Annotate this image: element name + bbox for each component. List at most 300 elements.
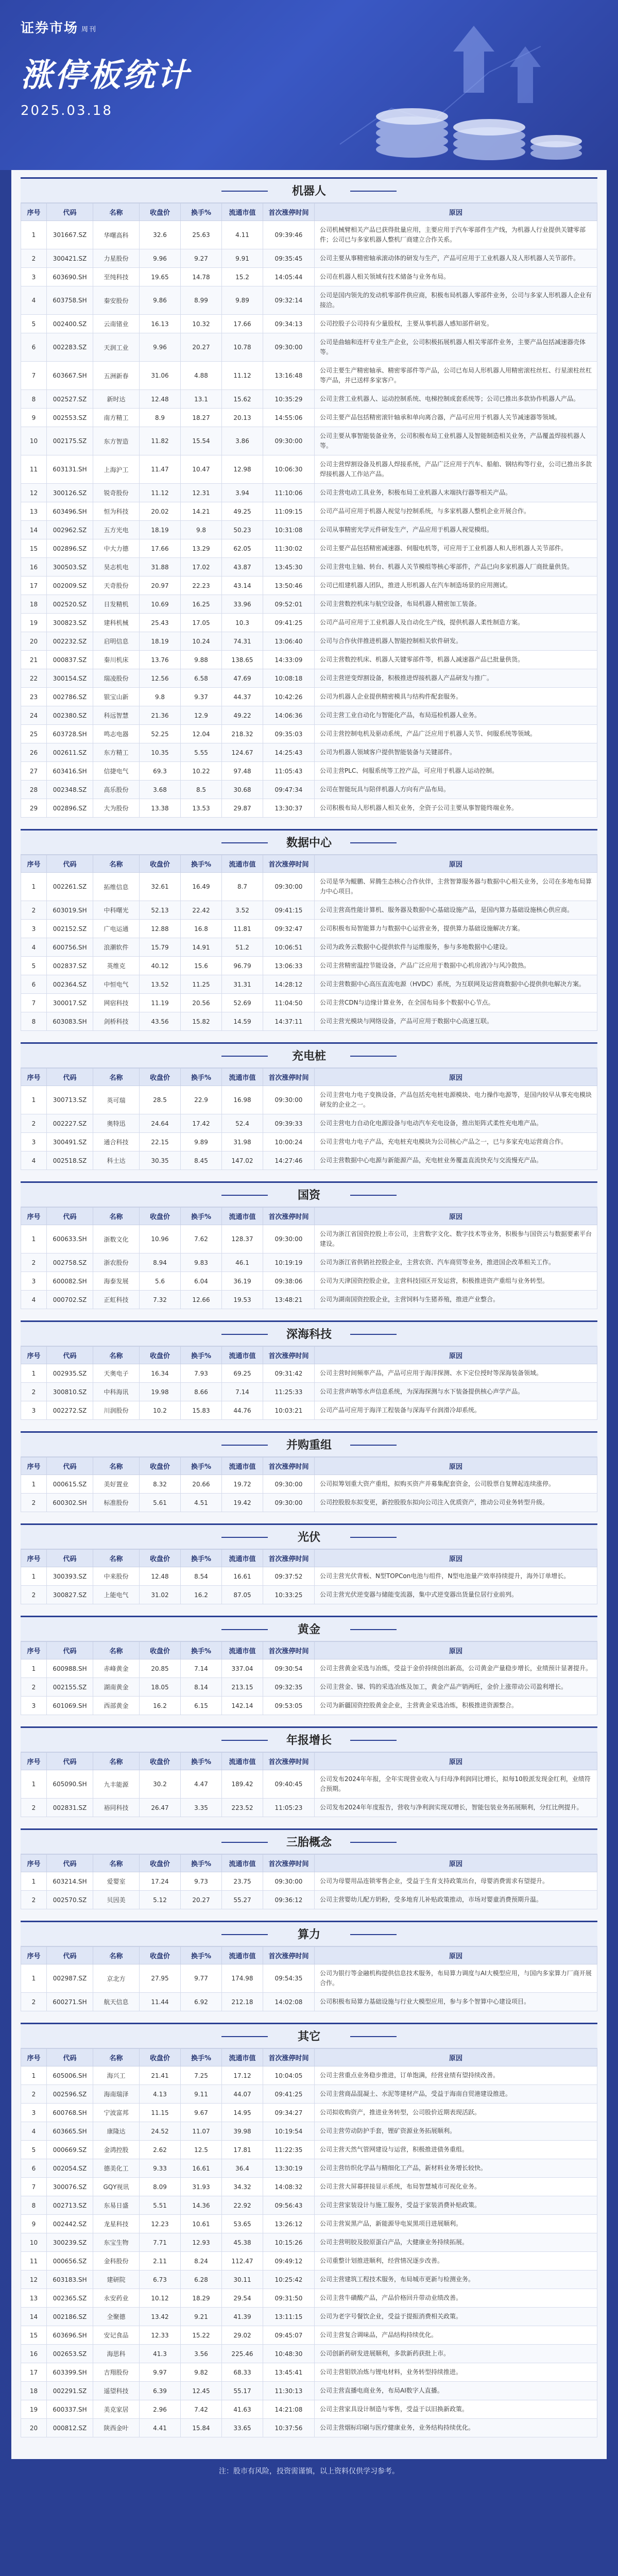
stock-code: 002186.SZ xyxy=(47,2308,93,2326)
first-limit-time: 09:34:13 xyxy=(263,315,315,333)
stock-name: 新时达 xyxy=(93,390,140,409)
stock-name: 宁波富邦 xyxy=(93,2104,140,2122)
brand-name: 证券市场 xyxy=(21,21,79,36)
first-limit-time: 09:32:14 xyxy=(263,286,315,315)
column-header: 名称 xyxy=(93,2049,140,2066)
close-price: 16.13 xyxy=(140,315,181,333)
table-row xyxy=(21,2233,597,2252)
limit-reason: 公司主营时间频率产品，产品可应用于海洋探测、水下定位授时等深海装备领域。 xyxy=(315,1364,597,1383)
close-price: 19.98 xyxy=(140,1383,181,1401)
limit-reason: 公司主营直播电商业务，布局AI数字人直播。 xyxy=(315,2382,597,2400)
float-market-cap: 44.07 xyxy=(222,2085,263,2104)
table-row xyxy=(21,2289,597,2308)
row-index: 15 xyxy=(21,539,47,558)
turnover-rate: 10.32 xyxy=(181,315,222,333)
row-index: 6 xyxy=(21,2159,47,2178)
first-limit-time: 14:08:32 xyxy=(263,2178,315,2196)
limit-reason: 公司为银行等金融机构提供信息技术服务，布局算力调度与AI大模型应用，与国内多家算力厂商开展合作。 xyxy=(315,1964,597,1993)
turnover-rate: 16.49 xyxy=(181,873,222,901)
row-index: 1 xyxy=(21,1225,47,1253)
section-title: 充电桩 xyxy=(21,1042,597,1068)
column-header: 代码 xyxy=(47,1947,93,1964)
table-row xyxy=(21,1872,597,1891)
stock-name: 五方光电 xyxy=(93,521,140,539)
float-market-cap: 30.11 xyxy=(222,2270,263,2289)
turnover-rate: 9.77 xyxy=(181,1964,222,1993)
first-limit-time: 09:53:05 xyxy=(263,1697,315,1715)
table-row xyxy=(21,2159,597,2178)
first-limit-time: 10:35:29 xyxy=(263,390,315,409)
first-limit-time: 11:04:50 xyxy=(263,994,315,1012)
row-index: 4 xyxy=(21,286,47,315)
limit-reason: 公司主营工业机器人、运动控制系统、电梯控制成套系统等；公司已推出多款协作机器人产品。 xyxy=(315,390,597,409)
stock-code: 002365.SZ xyxy=(47,2289,93,2308)
stock-table xyxy=(21,1854,597,1909)
stock-code: 002291.SZ xyxy=(47,2382,93,2400)
row-index: 19 xyxy=(21,614,47,632)
row-index: 1 xyxy=(21,1872,47,1891)
row-index: 26 xyxy=(21,743,47,762)
first-limit-time: 13:50:46 xyxy=(263,577,315,595)
stock-name: 上海沪工 xyxy=(93,455,140,484)
stock-name: 赤峰黄金 xyxy=(93,1659,140,1678)
table-row xyxy=(21,901,597,920)
row-index: 1 xyxy=(21,1964,47,1993)
stock-code: 000669.SZ xyxy=(47,2141,93,2159)
close-price: 9.97 xyxy=(140,2363,181,2382)
limit-reason: 公司主要从事智能装备业务，公司积极布局工业机器人及智能制造相关业务，产品覆盖焊接机器人等。 xyxy=(315,427,597,455)
turnover-rate: 6.04 xyxy=(181,1272,222,1291)
first-limit-time: 10:33:25 xyxy=(263,1586,315,1604)
turnover-rate: 13.1 xyxy=(181,390,222,409)
table-row xyxy=(21,390,597,409)
float-market-cap: 138.65 xyxy=(222,651,263,669)
first-limit-time: 14:05:44 xyxy=(263,268,315,286)
stock-code: 603214.SH xyxy=(47,1872,93,1891)
float-market-cap: 17.81 xyxy=(222,2141,263,2159)
turnover-rate: 15.82 xyxy=(181,1012,222,1031)
close-price: 4.41 xyxy=(140,2419,181,2437)
stock-name: 瑞凌股份 xyxy=(93,669,140,688)
first-limit-time: 14:02:08 xyxy=(263,1993,315,2011)
close-price: 11.12 xyxy=(140,484,181,502)
column-header: 流通市值 xyxy=(222,1947,263,1964)
close-price: 11.44 xyxy=(140,1993,181,2011)
row-index: 27 xyxy=(21,762,47,781)
first-limit-time: 10:31:08 xyxy=(263,521,315,539)
stock-code: 002227.SZ xyxy=(47,1114,93,1133)
stock-name: 中科曙光 xyxy=(93,901,140,920)
row-index: 5 xyxy=(21,2141,47,2159)
stock-name: 剑桥科技 xyxy=(93,1012,140,1031)
limit-reason: 公司主营婴幼儿配方奶粉，受多地育儿补贴政策推动，市场对婴童消费预期升温。 xyxy=(315,1891,597,1909)
stock-code: 605090.SH xyxy=(47,1770,93,1799)
column-header: 流通市值 xyxy=(222,1458,263,1475)
limit-reason: 公司主要从事精密轴承滚动体的研发与生产，产品可应用于工业机器人及人形机器人关节部件。 xyxy=(315,249,597,268)
first-limit-time: 13:45:41 xyxy=(263,2363,315,2382)
close-price: 2.96 xyxy=(140,2400,181,2419)
column-header: 首次涨停时间 xyxy=(263,204,315,221)
section-title: 数据中心 xyxy=(21,829,597,855)
float-market-cap: 10.78 xyxy=(222,333,263,362)
float-market-cap: 44.37 xyxy=(222,688,263,706)
limit-reason: 公司在智能玩具与陪伴机器人方向有产品布局。 xyxy=(315,781,597,799)
turnover-rate: 3.35 xyxy=(181,1799,222,1817)
limit-reason: 公司主营电动工具业务，积极布局工业机器人末端执行器等相关产品。 xyxy=(315,484,597,502)
column-header: 换手% xyxy=(181,1458,222,1475)
row-index: 3 xyxy=(21,1401,47,1420)
stock-name: 湖南黄金 xyxy=(93,1678,140,1697)
first-limit-time: 09:31:42 xyxy=(263,1364,315,1383)
close-price: 19.65 xyxy=(140,268,181,286)
stock-name: 美好置业 xyxy=(93,1475,140,1494)
stock-name: 英可瑞 xyxy=(93,1086,140,1114)
first-limit-time: 14:33:09 xyxy=(263,651,315,669)
stock-name: 美克家居 xyxy=(93,2400,140,2419)
table-row xyxy=(21,2104,597,2122)
limit-reason: 公司主营家装设计与施工服务，受益于家装消费补贴政策。 xyxy=(315,2196,597,2215)
section-title: 光伏 xyxy=(21,1523,597,1549)
stock-code: 002348.SZ xyxy=(47,781,93,799)
first-limit-time: 09:30:00 xyxy=(263,1225,315,1253)
first-limit-time: 13:26:12 xyxy=(263,2215,315,2233)
close-price: 16.2 xyxy=(140,1697,181,1715)
close-price: 4.13 xyxy=(140,2085,181,2104)
float-market-cap: 33.65 xyxy=(222,2419,263,2437)
column-header: 名称 xyxy=(93,204,140,221)
limit-reason: 公司主营光伏逆变器与储能变流器，集中式逆变器出货量位居行业前列。 xyxy=(315,1586,597,1604)
table-row xyxy=(21,333,597,362)
float-market-cap: 52.69 xyxy=(222,994,263,1012)
row-index: 2 xyxy=(21,249,47,268)
column-header: 首次涨停时间 xyxy=(263,1855,315,1872)
first-limit-time: 10:06:51 xyxy=(263,938,315,957)
float-market-cap: 15.2 xyxy=(222,268,263,286)
limit-reason: 公司在机器人相关领域有技术储备与业务布局。 xyxy=(315,268,597,286)
stock-code: 002935.SZ xyxy=(47,1364,93,1383)
row-index: 7 xyxy=(21,362,47,390)
first-limit-time: 11:25:33 xyxy=(263,1383,315,1401)
table-header-row xyxy=(21,204,597,221)
turnover-rate: 14.36 xyxy=(181,2196,222,2215)
table-row xyxy=(21,651,597,669)
stock-name: 西部黄金 xyxy=(93,1697,140,1715)
row-index: 8 xyxy=(21,2196,47,2215)
close-price: 32.61 xyxy=(140,873,181,901)
column-header: 流通市值 xyxy=(222,1855,263,1872)
turnover-rate: 20.66 xyxy=(181,1475,222,1494)
turnover-rate: 9.89 xyxy=(181,1133,222,1151)
limit-reason: 公司主营CDN与边缘计算业务，在全国布局多个数据中心节点。 xyxy=(315,994,597,1012)
close-price: 5.51 xyxy=(140,2196,181,2215)
turnover-rate: 8.66 xyxy=(181,1383,222,1401)
float-market-cap: 69.25 xyxy=(222,1364,263,1383)
close-price: 21.41 xyxy=(140,2066,181,2085)
turnover-rate: 13.29 xyxy=(181,539,222,558)
header-banner xyxy=(0,0,618,170)
table-row xyxy=(21,975,597,994)
table-row xyxy=(21,455,597,484)
first-limit-time: 13:30:19 xyxy=(263,2159,315,2178)
limit-reason: 公司控股子公司持有少量股权，主要从事机器人感知部件研发。 xyxy=(315,315,597,333)
first-limit-time: 09:35:03 xyxy=(263,725,315,743)
sector-section xyxy=(21,1042,597,1170)
stock-name: 中大力德 xyxy=(93,539,140,558)
limit-reason: 公司积极布局算力基础设施与行业大模型应用，参与多个智算中心建设项目。 xyxy=(315,1993,597,2011)
row-index: 1 xyxy=(21,873,47,901)
limit-reason: 公司主营钼铁冶炼与锂电材料，业务转型持续推进。 xyxy=(315,2363,597,2382)
first-limit-time: 09:49:12 xyxy=(263,2252,315,2270)
first-limit-time: 09:35:45 xyxy=(263,249,315,268)
column-header: 名称 xyxy=(93,855,140,873)
stock-name: 海南瑞泽 xyxy=(93,2085,140,2104)
turnover-rate: 11.25 xyxy=(181,975,222,994)
column-header: 首次涨停时间 xyxy=(263,1753,315,1770)
row-index: 23 xyxy=(21,688,47,706)
float-market-cap: 20.13 xyxy=(222,409,263,427)
column-header: 首次涨停时间 xyxy=(263,1069,315,1086)
table-header-row xyxy=(21,1069,597,1086)
table-row xyxy=(21,2326,597,2345)
float-market-cap: 55.27 xyxy=(222,1891,263,1909)
close-price: 8.32 xyxy=(140,1475,181,1494)
limit-reason: 公司为湖南国资控股企业，主营饲料与生猪养殖，推进产业整合。 xyxy=(315,1291,597,1309)
first-limit-time: 09:41:25 xyxy=(263,2085,315,2104)
table-row xyxy=(21,2141,597,2159)
column-header: 名称 xyxy=(93,1347,140,1364)
column-header: 换手% xyxy=(181,1208,222,1225)
row-index: 25 xyxy=(21,725,47,743)
column-header: 换手% xyxy=(181,855,222,873)
float-market-cap: 10.3 xyxy=(222,614,263,632)
stock-code: 603665.SH xyxy=(47,2122,93,2141)
stock-code: 300154.SZ xyxy=(47,669,93,688)
row-index: 2 xyxy=(21,1494,47,1512)
float-market-cap: 62.05 xyxy=(222,539,263,558)
close-price: 69.3 xyxy=(140,762,181,781)
row-index: 1 xyxy=(21,1475,47,1494)
column-header: 首次涨停时间 xyxy=(263,1550,315,1567)
float-market-cap: 8.7 xyxy=(222,873,263,901)
stock-code: 002527.SZ xyxy=(47,390,93,409)
stock-name: 金科股份 xyxy=(93,2252,140,2270)
close-price: 9.96 xyxy=(140,249,181,268)
table-row xyxy=(21,558,597,577)
float-market-cap: 55.17 xyxy=(222,2382,263,2400)
close-price: 30.2 xyxy=(140,1770,181,1799)
limit-reason: 公司主营控制电机及驱动系统，产品广泛应用于机器人关节、伺服系统等领域。 xyxy=(315,725,597,743)
first-limit-time: 10:06:30 xyxy=(263,455,315,484)
first-limit-time: 09:30:00 xyxy=(263,1475,315,1494)
limit-reason: 公司主营光模块与网络设备，产品可应用于数据中心高速互联。 xyxy=(315,1012,597,1031)
stock-code: 300126.SZ xyxy=(47,484,93,502)
column-header: 代码 xyxy=(47,204,93,221)
content-area xyxy=(11,170,607,2459)
turnover-rate: 9.82 xyxy=(181,2363,222,2382)
column-header: 收盘价 xyxy=(140,204,181,221)
turnover-rate: 15.83 xyxy=(181,1401,222,1420)
close-price: 27.95 xyxy=(140,1964,181,1993)
row-index: 1 xyxy=(21,1364,47,1383)
stock-code: 002009.SZ xyxy=(47,577,93,595)
table-row xyxy=(21,2363,597,2382)
first-limit-time: 13:48:21 xyxy=(263,1291,315,1309)
column-header: 序号 xyxy=(21,855,47,873)
first-limit-time: 10:19:19 xyxy=(263,1253,315,1272)
column-header: 收盘价 xyxy=(140,1550,181,1567)
column-header: 序号 xyxy=(21,1947,47,1964)
stock-code: 603399.SH xyxy=(47,2363,93,2382)
stock-name: 云南锗业 xyxy=(93,315,140,333)
close-price: 11.15 xyxy=(140,2104,181,2122)
row-index: 1 xyxy=(21,1770,47,1799)
stock-name: 东易日盛 xyxy=(93,2196,140,2215)
close-price: 13.76 xyxy=(140,651,181,669)
stock-name: 秦安股份 xyxy=(93,286,140,315)
turnover-rate: 12.31 xyxy=(181,484,222,502)
first-limit-time: 11:09:15 xyxy=(263,502,315,521)
first-limit-time: 14:27:46 xyxy=(263,1151,315,1170)
first-limit-time: 10:15:26 xyxy=(263,2233,315,2252)
stock-name: 至纯科技 xyxy=(93,268,140,286)
table-row xyxy=(21,286,597,315)
close-price: 24.64 xyxy=(140,1114,181,1133)
row-index: 8 xyxy=(21,390,47,409)
limit-reason: 公司是国内领先的发动机零部件供应商，积极布局机器人零部件业务，公司与多家人形机器人企业有接洽。 xyxy=(315,286,597,315)
stock-name: 浙数文化 xyxy=(93,1225,140,1253)
close-price: 5.61 xyxy=(140,1494,181,1512)
limit-reason: 公司为老字号餐饮企业，受益于提振消费相关政策。 xyxy=(315,2308,597,2326)
first-limit-time: 09:30:00 xyxy=(263,1872,315,1891)
table-header-row xyxy=(21,1458,597,1475)
limit-reason: 公司积极布局人形机器人相关业务，全资子公司主要从事智能终端业务。 xyxy=(315,799,597,818)
stock-name: 浙农股份 xyxy=(93,1253,140,1272)
sector-section xyxy=(21,1828,597,1909)
turnover-rate: 9.83 xyxy=(181,1253,222,1272)
table-header-row xyxy=(21,1550,597,1567)
turnover-rate: 7.42 xyxy=(181,2400,222,2419)
table-row xyxy=(21,2252,597,2270)
first-limit-time: 11:30:02 xyxy=(263,539,315,558)
table-row xyxy=(21,362,597,390)
section-title: 机器人 xyxy=(21,177,597,203)
stock-name: 恒为科技 xyxy=(93,502,140,521)
stock-code: 002837.SZ xyxy=(47,957,93,975)
close-price: 15.79 xyxy=(140,938,181,957)
stock-name: 天奇股份 xyxy=(93,577,140,595)
limit-reason: 公司拟筹划重大资产重组，拟购买资产并募集配套资金，公司股票自复牌起连续涨停。 xyxy=(315,1475,597,1494)
close-price: 9.86 xyxy=(140,286,181,315)
close-price: 52.13 xyxy=(140,901,181,920)
limit-reason: 公司主营声呐等水声信息系统，为深海探测与水下装备提供核心声学产品。 xyxy=(315,1383,597,1401)
stock-name: 广电运通 xyxy=(93,920,140,938)
turnover-rate: 9.67 xyxy=(181,2104,222,2122)
first-limit-time: 10:03:21 xyxy=(263,1401,315,1420)
turnover-rate: 8.5 xyxy=(181,781,222,799)
stock-code: 002596.SZ xyxy=(47,2085,93,2104)
limit-reason: 公司主营烟标印刷与医疗健康业务，业务结构持续优化。 xyxy=(315,2419,597,2437)
table-row xyxy=(21,2122,597,2141)
row-index: 14 xyxy=(21,521,47,539)
turnover-rate: 15.22 xyxy=(181,2326,222,2345)
float-market-cap: 3.94 xyxy=(222,484,263,502)
close-price: 16.34 xyxy=(140,1364,181,1383)
first-limit-time: 09:40:45 xyxy=(263,1770,315,1799)
close-price: 5.12 xyxy=(140,1891,181,1909)
column-header: 序号 xyxy=(21,1550,47,1567)
turnover-rate: 8.24 xyxy=(181,2252,222,2270)
row-index: 1 xyxy=(21,2066,47,2085)
limit-reason: 公司主营黄金采选与冶炼，受益于金价持续创出新高，公司黄金产量稳步增长，业绩预计显著提升。 xyxy=(315,1659,597,1678)
stock-name: 安记食品 xyxy=(93,2326,140,2345)
column-header: 换手% xyxy=(181,2049,222,2066)
table-row xyxy=(21,1567,597,1586)
stock-code: 002653.SZ xyxy=(47,2345,93,2363)
limit-reason: 公司重整计划推进顺利，经营情况逐步改善。 xyxy=(315,2252,597,2270)
table-row xyxy=(21,669,597,688)
first-limit-time: 09:54:35 xyxy=(263,1964,315,1993)
turnover-rate: 6.58 xyxy=(181,669,222,688)
limit-reason: 公司主营电主轴、转台、机器人关节模组等核心零部件，产品已向多家机器人厂商批量供货。 xyxy=(315,558,597,577)
stock-name: 日发精机 xyxy=(93,595,140,614)
column-header: 流通市值 xyxy=(222,204,263,221)
stock-code: 603083.SH xyxy=(47,1012,93,1031)
stock-code: 002400.SZ xyxy=(47,315,93,333)
limit-reason: 公司主营数控机床、机器人关键零部件等，机器人减速器产品已批量供货。 xyxy=(315,651,597,669)
table-row xyxy=(21,1586,597,1604)
close-price: 5.6 xyxy=(140,1272,181,1291)
turnover-rate: 16.8 xyxy=(181,920,222,938)
float-market-cap: 68.33 xyxy=(222,2363,263,2382)
turnover-rate: 7.93 xyxy=(181,1364,222,1383)
float-market-cap: 33.96 xyxy=(222,595,263,614)
close-price: 30.35 xyxy=(140,1151,181,1170)
float-market-cap: 43.87 xyxy=(222,558,263,577)
column-header: 流通市值 xyxy=(222,855,263,873)
stock-code: 603758.SH xyxy=(47,286,93,315)
table-row xyxy=(21,1678,597,1697)
column-header: 收盘价 xyxy=(140,2049,181,2066)
stock-name: 天奥电子 xyxy=(93,1364,140,1383)
section-title: 并购重组 xyxy=(21,1431,597,1457)
float-market-cap: 218.32 xyxy=(222,725,263,743)
stock-name: 吉翔股份 xyxy=(93,2363,140,2382)
stock-table xyxy=(21,1346,597,1420)
stock-code: 002380.SZ xyxy=(47,706,93,725)
first-limit-time: 11:05:43 xyxy=(263,762,315,781)
float-market-cap: 147.02 xyxy=(222,1151,263,1170)
close-price: 8.94 xyxy=(140,1253,181,1272)
first-limit-time: 09:56:43 xyxy=(263,2196,315,2215)
stock-code: 002831.SZ xyxy=(47,1799,93,1817)
limit-reason: 公司主营数据中心高压直流电源（HVDC）系统，为互联网及运营商数据中心提供供电解决方案。 xyxy=(315,975,597,994)
turnover-rate: 14.21 xyxy=(181,502,222,521)
table-row xyxy=(21,1291,597,1309)
column-header: 收盘价 xyxy=(140,855,181,873)
table-header-row xyxy=(21,1347,597,1364)
turnover-rate: 18.29 xyxy=(181,2289,222,2308)
sector-section xyxy=(21,2023,597,2437)
close-price: 2.62 xyxy=(140,2141,181,2159)
stock-name: 科远智慧 xyxy=(93,706,140,725)
limit-reason: 公司从事精密光学元件研发生产，产品应用于机器人视觉模组。 xyxy=(315,521,597,539)
table-row xyxy=(21,2345,597,2363)
stock-name: 海兴工 xyxy=(93,2066,140,2085)
stock-table xyxy=(21,1207,597,1309)
section-title: 其它 xyxy=(21,2023,597,2048)
turnover-rate: 17.05 xyxy=(181,614,222,632)
table-row xyxy=(21,1383,597,1401)
